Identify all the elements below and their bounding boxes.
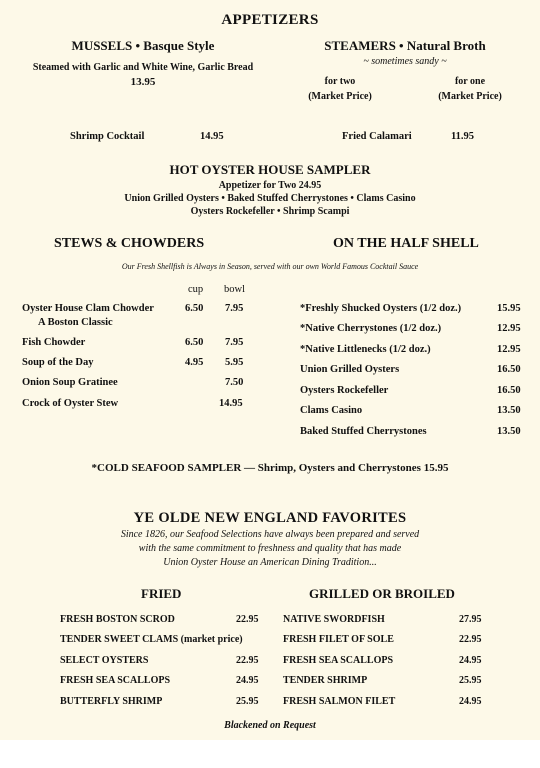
steamers-for-one: for one bbox=[454, 76, 486, 87]
stew-item-name: Fish Chowder bbox=[22, 337, 86, 348]
grilled-item-name: FRESH SALMON FILET bbox=[283, 696, 396, 707]
stew-item-bowl: 7.95 bbox=[225, 303, 244, 314]
shrimp-cocktail-name: Shrimp Cocktail bbox=[70, 131, 145, 142]
sampler-line-2: Union Grilled Oysters • Baked Stuffed Cherrystones • Clams Casino bbox=[124, 193, 416, 204]
mussels-description: Steamed with Garlic and White Wine, Garlic Bread bbox=[32, 62, 254, 73]
stew-item-name: Soup of the Day bbox=[22, 357, 94, 368]
half-shell-item-price: 12.95 bbox=[497, 344, 521, 355]
blackened-note: Blackened on Request bbox=[224, 720, 316, 731]
steamers-market-two: (Market Price) bbox=[308, 91, 372, 102]
half-shell-item-name: Baked Stuffed Cherrystones bbox=[300, 426, 427, 437]
grilled-item-name: NATIVE SWORDFISH bbox=[283, 614, 385, 625]
stew-item-bowl: 14.95 bbox=[219, 398, 243, 409]
half-shell-item-price: 13.50 bbox=[497, 405, 521, 416]
half-shell-item-price: 16.50 bbox=[497, 364, 521, 375]
fried-item-price: 22.95 bbox=[236, 655, 259, 666]
stew-item-sub: A Boston Classic bbox=[38, 317, 113, 328]
fried-item-price: 24.95 bbox=[236, 675, 259, 686]
fried-item-price: 25.95 bbox=[236, 696, 259, 707]
fried-item-name: SELECT OYSTERS bbox=[60, 655, 149, 666]
fried-item-price: 22.95 bbox=[236, 614, 259, 625]
fried-item-name: TENDER SWEET CLAMS (market price) bbox=[60, 634, 243, 645]
fried-calamari-name: Fried Calamari bbox=[342, 131, 412, 142]
steamers-for-two: for two bbox=[324, 76, 356, 87]
cold-sampler: *COLD SEAFOOD SAMPLER — Shrimp, Oysters and Cherrystones 15.95 bbox=[91, 462, 449, 474]
steamers-title: STEAMERS • Natural Broth bbox=[324, 38, 486, 53]
stew-item-bowl: 7.95 bbox=[225, 337, 244, 348]
steamers-note: ~ sometimes sandy ~ bbox=[363, 56, 447, 67]
grilled-item-price: 22.95 bbox=[459, 634, 482, 645]
half-shell-item-price: 15.95 bbox=[497, 303, 521, 314]
grilled-heading: GRILLED OR BROILED bbox=[309, 586, 455, 601]
stew-item-cup: 4.95 bbox=[185, 357, 204, 368]
sampler-line-1: Appetizer for Two 24.95 bbox=[218, 180, 322, 191]
half-shell-heading: ON THE HALF SHELL bbox=[333, 236, 479, 251]
mussels-title: MUSSELS • Basque Style bbox=[71, 38, 215, 53]
sampler-line-3: Oysters Rockefeller • Shrimp Scampi bbox=[190, 206, 350, 217]
half-shell-item-price: 16.50 bbox=[497, 385, 521, 396]
stew-item-cup: 6.50 bbox=[185, 303, 204, 314]
favorites-heading: YE OLDE NEW ENGLAND FAVORITES bbox=[133, 510, 407, 526]
cup-header: cup bbox=[188, 284, 204, 295]
fried-heading: FRIED bbox=[141, 586, 182, 601]
sampler-title: HOT OYSTER HOUSE SAMPLER bbox=[169, 162, 371, 177]
fried-item-name: BUTTERFLY SHRIMP bbox=[60, 696, 163, 707]
fried-item-name: FRESH SEA SCALLOPS bbox=[60, 675, 171, 686]
stew-item-name: Onion Soup Gratinee bbox=[22, 377, 118, 388]
stew-item-name: Oyster House Clam Chowder bbox=[22, 303, 154, 314]
favorites-intro-2: with the same commitment to freshness and quality that has made bbox=[138, 543, 402, 554]
stew-item-cup: 6.50 bbox=[185, 337, 204, 348]
half-shell-item-price: 13.50 bbox=[497, 426, 521, 437]
grilled-item-price: 27.95 bbox=[459, 614, 482, 625]
shellfish-note: Our Fresh Shellfish is Always in Season, served with our own World Famous Cocktail Sauce bbox=[121, 262, 419, 271]
half-shell-item-name: *Freshly Shucked Oysters (1/2 doz.) bbox=[300, 303, 462, 314]
stew-item-bowl: 5.95 bbox=[225, 357, 244, 368]
mussels-price: 13.95 bbox=[130, 76, 156, 88]
favorites-intro-1: Since 1826, our Seafood Selections have always been prepared and served bbox=[120, 529, 420, 540]
favorites-intro-3: Union Oyster House an American Dining Tradition... bbox=[163, 557, 377, 568]
appetizers-heading: APPETIZERS bbox=[221, 12, 319, 28]
grilled-item-price: 25.95 bbox=[459, 675, 482, 686]
half-shell-item-name: Union Grilled Oysters bbox=[300, 364, 400, 375]
grilled-item-name: FRESH FILET OF SOLE bbox=[283, 634, 394, 645]
half-shell-item-name: Clams Casino bbox=[300, 405, 363, 416]
stew-item-name: Crock of Oyster Stew bbox=[22, 398, 119, 409]
half-shell-item-name: Oysters Rockefeller bbox=[300, 385, 389, 396]
shrimp-cocktail-price: 14.95 bbox=[200, 131, 224, 142]
steamers-market-one: (Market Price) bbox=[438, 91, 502, 102]
stew-item-bowl: 7.50 bbox=[225, 377, 244, 388]
half-shell-item-name: *Native Cherrystones (1/2 doz.) bbox=[300, 323, 442, 334]
grilled-item-price: 24.95 bbox=[459, 655, 482, 666]
bowl-header: bowl bbox=[224, 284, 245, 295]
grilled-item-price: 24.95 bbox=[459, 696, 482, 707]
grilled-item-name: FRESH SEA SCALLOPS bbox=[283, 655, 394, 666]
stews-heading: STEWS & CHOWDERS bbox=[54, 236, 205, 251]
half-shell-item-price: 12.95 bbox=[497, 323, 521, 334]
fried-item-name: FRESH BOSTON SCROD bbox=[60, 614, 175, 625]
grilled-item-name: TENDER SHRIMP bbox=[283, 675, 368, 686]
fried-calamari-price: 11.95 bbox=[451, 131, 475, 142]
half-shell-item-name: *Native Littlenecks (1/2 doz.) bbox=[300, 344, 431, 355]
